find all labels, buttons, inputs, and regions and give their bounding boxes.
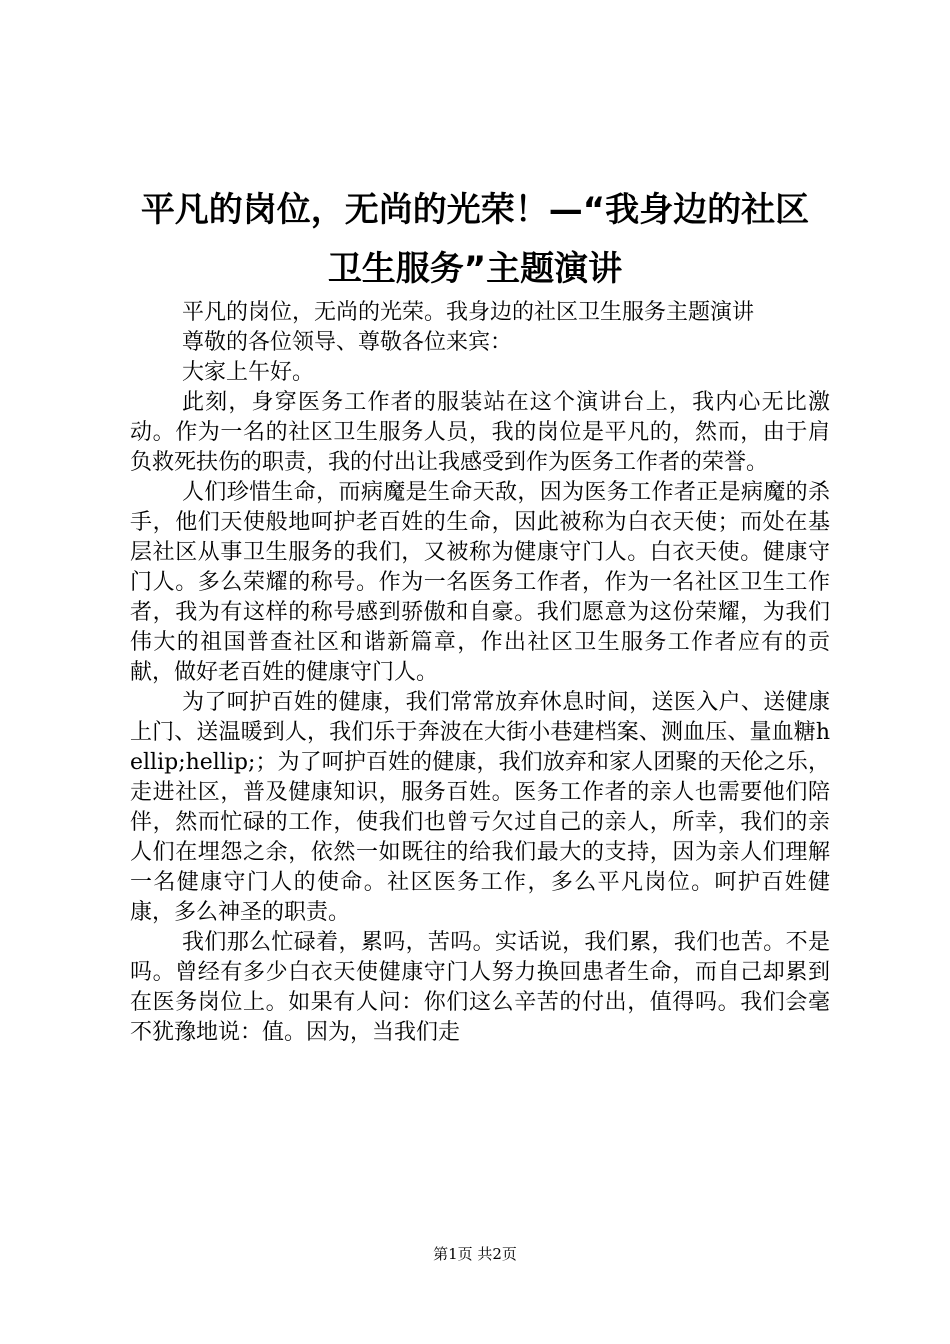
document-body [130,298,830,1048]
paragraph-4: 我们那么忙碌着，累吗，苦吗。实话说，我们累，我们也苦。不是吗。曾经有多少白衣天使健康守门人努力换回患者生命，而自己却累到在医务岗位上。如果有人问：你们这么辛苦的付出，值得吗。我们会毫不犹豫地说：值。因为，当我们走 [130,930,830,1045]
paragraph-1: 此刻，身穿医务工作者的服装站在这个演讲台上，我内心无比激动。作为一名的社区卫生服务人员，我的岗位是平凡的，然而，由于肩负救死扶伤的职责，我的付出让我感受到作为医务工作者的荣誉。 [130,390,830,475]
document-title-line-2: 卫生服务”主题演讲 [327,249,623,289]
paragraph-subtitle: 平凡的岗位，无尚的光荣。我身边的社区卫生服务主题演讲 [182,300,755,325]
paragraph-greeting: 大家上午好。 [182,360,315,385]
paragraph-salutation: 尊敬的各位领导、尊敬各位来宾： [182,330,513,355]
document-title-line-1: 平凡的岗位，无尚的光荣！—“我身边的社区 [140,190,810,230]
page-number-footer: 第1页 共2页 [433,1245,517,1263]
paragraph-3: 为了呵护百姓的健康，我们常常放弃休息时间，送医入户、送健康上门、送温暖到人，我们乐于奔波在大街小巷建档案、测血压、量血糖hellip;hellip;；为了呵护百姓的健康，我们放弃和家人团聚的天伦之乐，走进社区，普及健康知识，服务百姓。医务工作者的亲人也需要他们陪伴，然而忙碌的工作，使我们也曾亏欠过自己的亲人，所幸，我们的亲人们在埋怨之余，依然一如既往的给我们最大的支持，因为亲人们理解一名健康守门人的使命。社区医务工作，多么平凡岗位。呵护百姓健康，多么神圣的职责。 [130,690,830,925]
paragraph-2: 人们珍惜生命，而病魔是生命天敌，因为医务工作者正是病魔的杀手，他们天使般地呵护老百姓的生命，因此被称为白衣天使；而处在基层社区从事卫生服务的我们，又被称为健康守门人。白衣天使。健康守门人。多么荣耀的称号。作为一名医务工作者，作为一名社区卫生工作者，我为有这样的称号感到骄傲和自豪。我们愿意为这份荣耀，为我们伟大的祖国普查社区和谐新篇章，作出社区卫生服务工作者应有的贡献，做好老百姓的健康守门人。 [130,480,830,685]
